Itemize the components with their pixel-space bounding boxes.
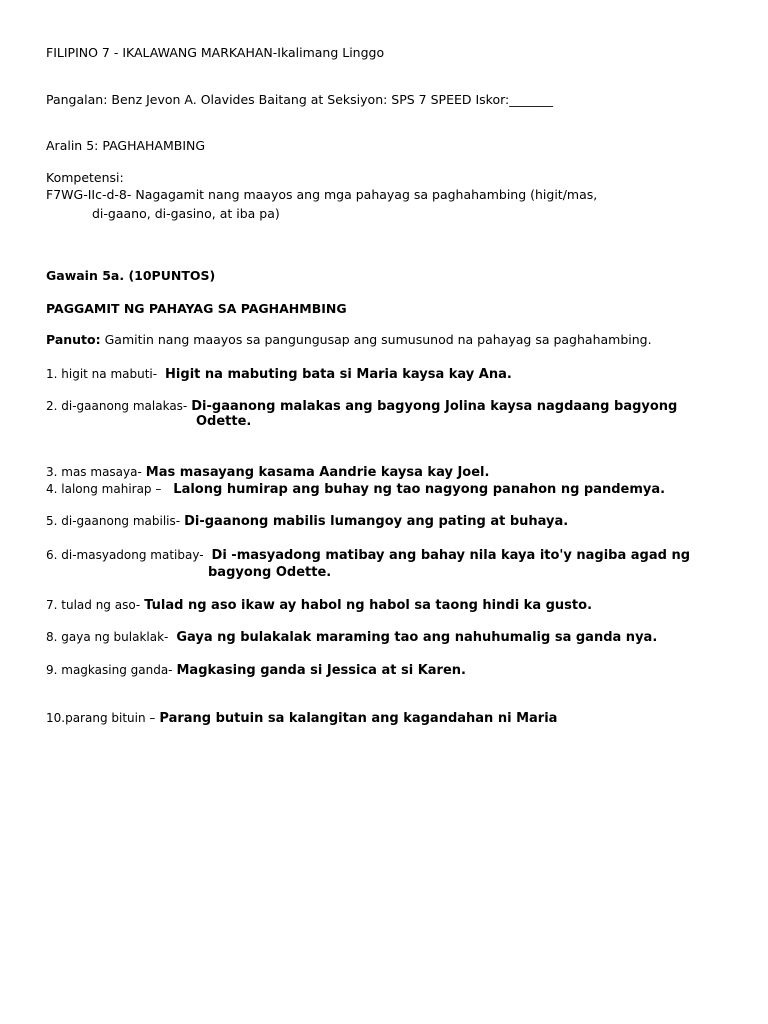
list-item xyxy=(46,512,568,530)
lesson-title: Aralin 5: PAGHAHAMBING xyxy=(46,138,206,153)
activity-title: Gawain 5a. (10PUNTOS) xyxy=(46,268,216,283)
list-item xyxy=(46,709,557,727)
list-item xyxy=(46,463,489,481)
item-prompt: 4. lalong mahirap – xyxy=(46,482,162,496)
kompetensi-label: Kompetensi: xyxy=(46,170,124,185)
instructions-text: Gamitin nang maayos sa pangungusap ang sumusunod na pahayag sa paghahambing. xyxy=(100,332,652,347)
item-answer: Di-gaanong malakas ang bagyong Jolina kaysa nagdaang bagyong xyxy=(191,399,678,414)
kompetensi-text: F7WG-IIc-d-8- Nagagamit nang maayos ang mga pahayag sa paghahambing (higit/mas, xyxy=(46,187,598,202)
student-info: Pangalan: Benz Jevon A. Olavides Baitang at Seksiyon: SPS 7 SPEED Iskor:_______ xyxy=(46,92,553,107)
list-item xyxy=(46,546,690,564)
item-answer: Gaya ng bulakalak maraming tao ang nahuhumalig sa ganda nya. xyxy=(176,630,658,645)
item-prompt: 5. di-gaanong mabilis- xyxy=(46,514,181,528)
item-answer: Di-gaanong mabilis lumangoy ang pating at buhaya. xyxy=(184,514,569,529)
item-answer-cont: bagyong Odette. xyxy=(208,565,332,580)
item-answer: Magkasing ganda si Jessica at si Karen. xyxy=(176,663,466,678)
kompetensi-text-cont: di-gaano, di-gasino, at iba pa) xyxy=(92,206,280,221)
list-item xyxy=(46,596,592,614)
item-prompt: 3. mas masaya- xyxy=(46,465,142,479)
item-prompt: 8. gaya ng bulaklak- xyxy=(46,630,169,644)
activity-subtitle: PAGGAMIT NG PAHAYAG SA PAGHAHMBING xyxy=(46,301,347,316)
item-answer: Mas masayang kasama Aandrie kaysa kay Joel. xyxy=(145,465,490,480)
item-prompt: 10.parang bituin – xyxy=(46,711,156,725)
item-answer: Di -masyadong matibay ang bahay nila kaya ito'y nagiba agad ng xyxy=(211,548,691,563)
list-item xyxy=(46,397,677,415)
item-prompt: 9. magkasing ganda- xyxy=(46,663,173,677)
item-answer: Tulad ng aso ikaw ay habol ng habol sa taong hindi ka gusto. xyxy=(144,598,593,613)
list-item xyxy=(46,661,466,679)
item-prompt: 2. di-gaanong malakas- xyxy=(46,399,188,413)
item-answer: Higit na mabuting bata si Maria kaysa kay Ana. xyxy=(165,367,512,382)
list-item xyxy=(46,628,657,646)
item-answer: Parang butuin sa kalangitan ang kagandahan ni Maria xyxy=(159,711,558,726)
list-item xyxy=(46,365,512,383)
item-prompt: 6. di-masyadong matibay- xyxy=(46,548,204,562)
item-answer: Lalong humirap ang buhay ng tao nagyong panahon ng pandemya. xyxy=(173,482,666,497)
instructions-label: Panuto: xyxy=(46,332,101,347)
list-item xyxy=(46,480,665,498)
instructions xyxy=(46,331,652,348)
item-prompt: 1. higit na mabuti- xyxy=(46,367,158,381)
worksheet-title: FILIPINO 7 - IKALAWANG MARKAHAN-Ikalimang Linggo xyxy=(46,45,385,60)
item-answer-cont: Odette. xyxy=(196,414,252,429)
item-prompt: 7. tulad ng aso- xyxy=(46,598,141,612)
